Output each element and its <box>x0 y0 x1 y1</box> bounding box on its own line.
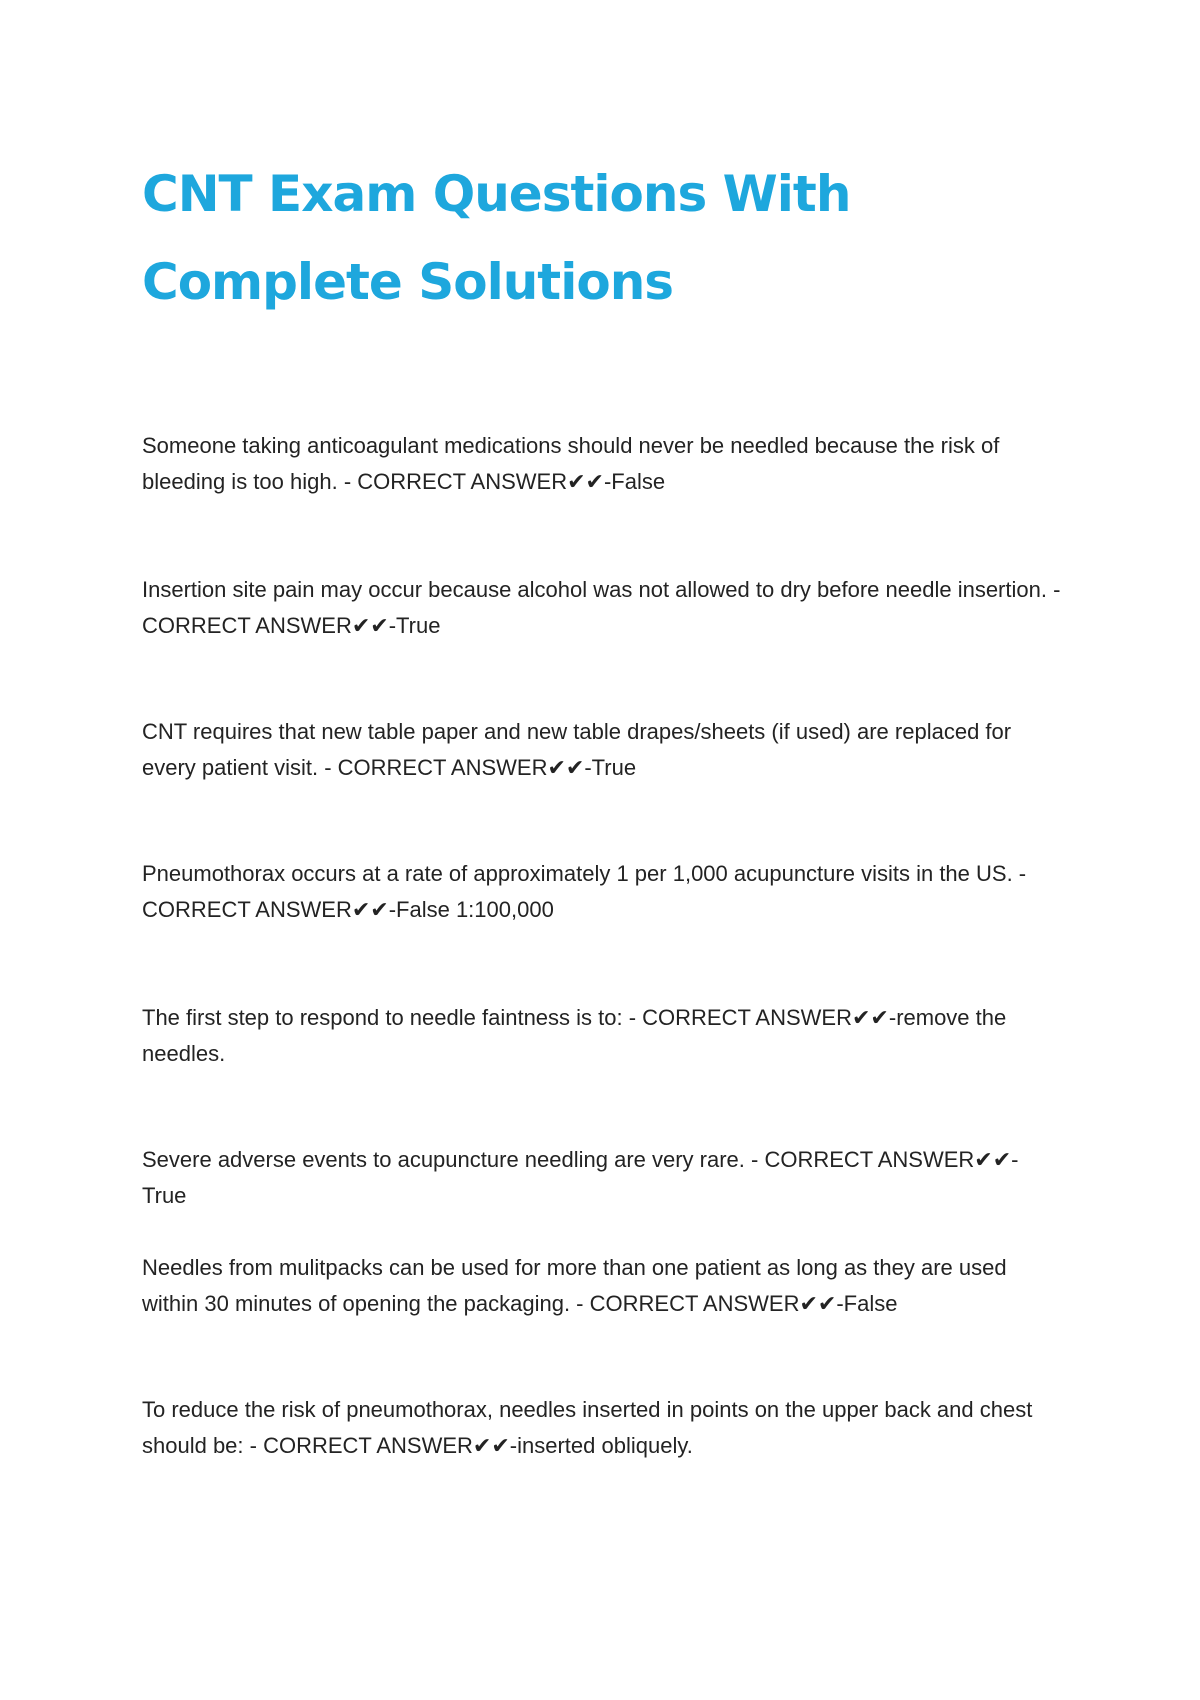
document-title: CNT Exam Questions With Complete Solutions <box>142 165 851 311</box>
question-item: Someone taking anticoagulant medications should never be needled because the risk of bleeding is too high. - CORRECT ANSWER✔✔-False <box>142 433 1000 494</box>
question-item: Insertion site pain may occur because alcohol was not allowed to dry before needle insertion. - CORRECT ANSWER✔✔-True <box>142 577 1061 638</box>
question-item: Needles from mulitpacks can be used for more than one patient as long as they are used within 30 minutes of opening the packaging. - CORRECT ANSWER✔✔-False <box>142 1255 1007 1316</box>
question-item: Severe adverse events to acupuncture needling are very rare. - CORRECT ANSWER✔✔-True <box>142 1147 1019 1208</box>
question-item: To reduce the risk of pneumothorax, needles inserted in points on the upper back and chest should be: - CORRECT ANSWER✔✔-inserted obliquely. <box>142 1397 1033 1458</box>
question-item: Pneumothorax occurs at a rate of approximately 1 per 1,000 acupuncture visits in the US. - CORRECT ANSWER✔✔-False 1:100,000 <box>142 861 1027 922</box>
question-item: The first step to respond to needle faintness is to: - CORRECT ANSWER✔✔-remove the needles. <box>142 1005 1007 1066</box>
question-item: CNT requires that new table paper and new table drapes/sheets (if used) are replaced for every patient visit. - CORRECT ANSWER✔✔-True <box>142 719 1012 780</box>
